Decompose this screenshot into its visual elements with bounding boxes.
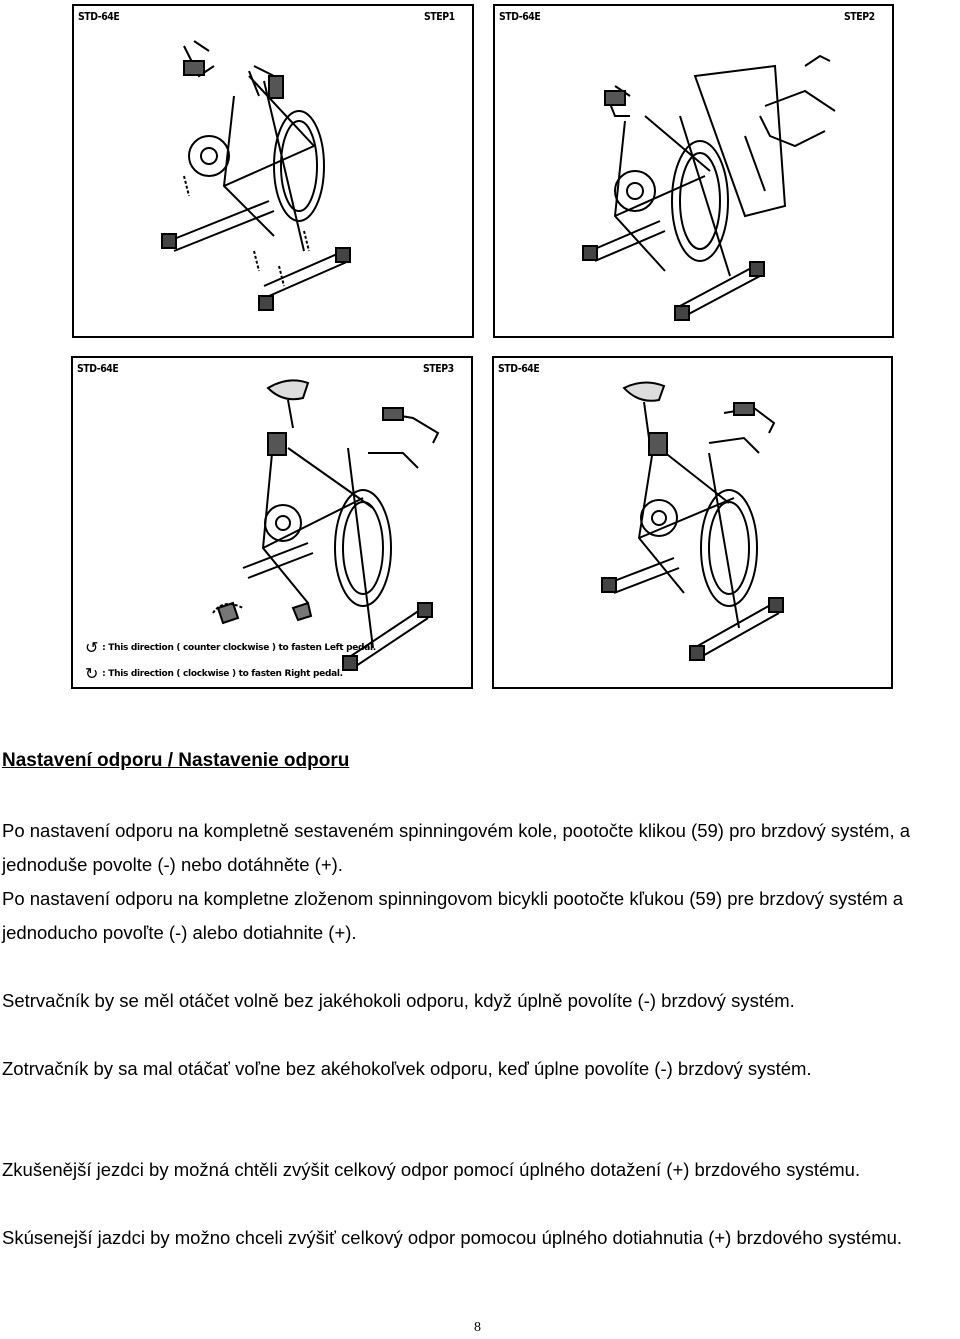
assembly-figure-step2 [493,4,894,338]
assembly-figure-step3 [71,356,473,689]
model-label: STD-64E [498,362,540,375]
paragraph-sk-riders: Skúsenejší jazdci by možno chceli zvýšiť celkový odpor pomocou úplného dotiahnutia (+) brzdového systému. [2,1227,903,1248]
bike-frame-drawing [495,6,892,336]
legend-left-pedal [85,640,376,656]
bike-frame-drawing [74,6,472,336]
model-label: STD-64E [77,362,119,375]
step-label: STEP1 [423,10,455,23]
paragraph-cz-flywheel: Setrvačník by se měl otáčet volně bez jakéhokoli odporu, když úplně povolíte (-) brzdový systém. [2,990,795,1011]
paragraph-sk-resistance: Po nastavení odporu na kompletne zloženom spinningovom bicykli pootočte kľukou (59) pre brzdový systém a jednoducho povoľte (-) alebo dotiahnite (+). [2,888,904,943]
legend-text: : This direction ( counter clockwise ) to fasten Left pedal. [102,643,376,653]
bike-frame-drawing [494,358,891,687]
bike-frame-drawing [73,358,471,687]
paragraph-sk-flywheel: Zotrvačník by sa mal otáčať voľne bez akéhokoľvek odporu, keď úplne povolíte (-) brzdový systém. [2,1058,812,1079]
section-heading: Nastavení odporu / Nastavenie odporu [2,750,350,771]
assembly-figure-step1 [72,4,474,338]
step-label: STEP2 [843,10,875,23]
assembly-figure-step4 [492,356,893,689]
step-label: STEP3 [422,362,454,375]
legend-text: : This direction ( clockwise ) to fasten Right pedal. [102,669,343,679]
page-number: 8 [474,1320,481,1335]
counter-clockwise-icon: ↺ [85,638,99,657]
model-label: STD-64E [78,10,120,23]
paragraph-cz-resistance: Po nastavení odporu na kompletně sestaveném spinningovém kole, pootočte klikou (59) pro brzdový systém, a jednoduše povolte (-) nebo dotáhněte (+). [2,820,911,875]
clockwise-icon: ↻ [85,664,99,683]
legend-right-pedal [85,666,343,682]
paragraph-cz-riders: Zkušenější jezdci by možná chtěli zvýšit celkový odpor pomocí úplného dotažení (+) brzdového systému. [2,1159,861,1180]
model-label: STD-64E [499,10,541,23]
